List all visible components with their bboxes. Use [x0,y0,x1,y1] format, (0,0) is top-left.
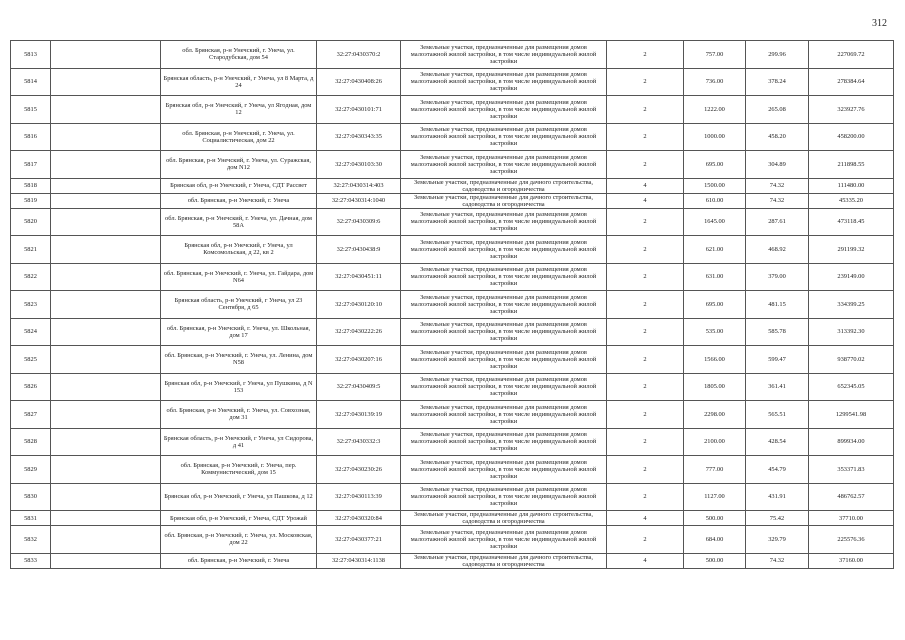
cadastral-number-cell: 32:27:0430230:26 [317,456,401,484]
area-cell: 1000.00 [684,123,746,151]
area-cell: 500.00 [684,553,746,568]
table-row [11,123,894,151]
cadastral-value-cell: 225576.36 [809,526,894,554]
cadastral-number-cell: 32:27:0430120:10 [317,291,401,319]
land-purpose-cell: Земельные участки, предназначенные для дачного строительства, садоводства и огородничества [401,511,607,526]
address-cell: обл. Брянская, р-н Унечский, г. Унеча [161,553,317,568]
group-cell: 4 [607,553,684,568]
address-cell: обл. Брянская, р-н Унечский, г. Унеча, пер. Коммунистический, дом 15 [161,456,317,484]
row-number: 5815 [11,96,51,124]
cadastral-value-cell: 652345.05 [809,373,894,401]
cadastral-value-cell: 313392.30 [809,318,894,346]
table-row [11,526,894,554]
cadastral-value-cell: 37160.00 [809,553,894,568]
table-row [11,68,894,96]
address-cell: обл. Брянская, р-н Унечский, г. Унеча, ул. Совхозная, дом 31 [161,401,317,429]
row-number: 5816 [11,123,51,151]
land-purpose-cell: Земельные участки, предназначенные для размещения домов малоэтажной жилой застройки, в том числе индивидуальной жилой застройки [401,428,607,456]
row-number: 5824 [11,318,51,346]
row-number: 5832 [11,526,51,554]
cadastral-number-cell: 32:27:0430101:71 [317,96,401,124]
land-purpose-cell: Земельные участки, предназначенные для размещения домов малоэтажной жилой застройки, в том числе индивидуальной жилой застройки [401,291,607,319]
cadastral-number-cell: 32:27:0430409:5 [317,373,401,401]
row-number: 5820 [11,208,51,236]
land-purpose-cell: Земельные участки, предназначенные для размещения домов малоэтажной жилой застройки, в том числе индивидуальной жилой застройки [401,236,607,264]
cadastral-value-cell: 353371.83 [809,456,894,484]
land-purpose-cell: Земельные участки, предназначенные для размещения домов малоэтажной жилой застройки, в том числе индивидуальной жилой застройки [401,41,607,69]
row-number: 5826 [11,373,51,401]
empty-cell [51,291,161,319]
land-purpose-cell: Земельные участки, предназначенные для размещения домов малоэтажной жилой застройки, в том числе индивидуальной жилой застройки [401,208,607,236]
cadastral-number-cell: 32:27:0430314:1040 [317,193,401,208]
empty-cell [51,401,161,429]
group-cell: 2 [607,208,684,236]
rate-cell: 585.78 [746,318,809,346]
row-number: 5823 [11,291,51,319]
rate-cell: 74.32 [746,193,809,208]
cadastral-number-cell: 32:27:0430438:9 [317,236,401,264]
empty-cell [51,483,161,511]
cadastral-value-cell: 938770.02 [809,346,894,374]
group-cell: 4 [607,178,684,193]
group-cell: 2 [607,346,684,374]
cadastral-number-cell: 32:27:0430377:21 [317,526,401,554]
group-cell: 2 [607,526,684,554]
group-cell: 2 [607,123,684,151]
address-cell: обл. Брянская, р-н Унечский, г. Унеча, ул. Дачная, дом 58А [161,208,317,236]
area-cell: 621.00 [684,236,746,264]
land-purpose-cell: Земельные участки, предназначенные для размещения домов малоэтажной жилой застройки, в том числе индивидуальной жилой застройки [401,456,607,484]
empty-cell [51,511,161,526]
group-cell: 2 [607,456,684,484]
rate-cell: 378.24 [746,68,809,96]
cadastral-value-cell: 37710.00 [809,511,894,526]
address-cell: Брянская обл, р-н Унечский, г Унеча, ул Ягодная, дом 12 [161,96,317,124]
cadastral-number-cell: 32:27:0430370:2 [317,41,401,69]
rate-cell: 74.32 [746,553,809,568]
group-cell: 2 [607,373,684,401]
land-purpose-cell: Земельные участки, предназначенные для размещения домов малоэтажной жилой застройки, в том числе индивидуальной жилой застройки [401,263,607,291]
table-row [11,553,894,568]
row-number: 5813 [11,41,51,69]
land-purpose-cell: Земельные участки, предназначенные для размещения домов малоэтажной жилой застройки, в том числе индивидуальной жилой застройки [401,401,607,429]
rate-cell: 287.61 [746,208,809,236]
cadastral-number-cell: 32:27:0430207:16 [317,346,401,374]
cadastral-number-cell: 32:27:0430113:39 [317,483,401,511]
cadastral-number-cell: 32:27:0430343:35 [317,123,401,151]
cadastral-number-cell: 32:27:0430139:19 [317,401,401,429]
row-number: 5825 [11,346,51,374]
rate-cell: 265.08 [746,96,809,124]
rate-cell: 431.91 [746,483,809,511]
table-row [11,193,894,208]
rate-cell: 458.20 [746,123,809,151]
group-cell: 4 [607,511,684,526]
row-number: 5818 [11,178,51,193]
cadastral-value-cell: 227069.72 [809,41,894,69]
rate-cell: 75.42 [746,511,809,526]
row-number: 5828 [11,428,51,456]
area-cell: 736.00 [684,68,746,96]
address-cell: Брянская обл, р-н Унечский, г Унеча, ул Пашкова, д 12 [161,483,317,511]
group-cell: 2 [607,428,684,456]
area-cell: 1566.00 [684,346,746,374]
table-row [11,178,894,193]
address-cell: обл. Брянская, р-н Унечский, г. Унеча, ул. Московская, дом 22 [161,526,317,554]
group-cell: 2 [607,263,684,291]
row-number: 5831 [11,511,51,526]
rate-cell: 379.00 [746,263,809,291]
land-purpose-cell: Земельные участки, предназначенные для размещения домов малоэтажной жилой застройки, в том числе индивидуальной жилой застройки [401,346,607,374]
row-number: 5821 [11,236,51,264]
area-cell: 2100.00 [684,428,746,456]
group-cell: 2 [607,236,684,264]
area-cell: 757.00 [684,41,746,69]
area-cell: 1500.00 [684,178,746,193]
address-cell: обл. Брянская, р-н Унечский, г. Унеча, ул. Социалистическая, дом 22 [161,123,317,151]
area-cell: 684.00 [684,526,746,554]
empty-cell [51,263,161,291]
table-body [11,41,894,569]
group-cell: 2 [607,291,684,319]
row-number: 5822 [11,263,51,291]
cadastral-number-cell: 32:27:0430332:3 [317,428,401,456]
rate-cell: 428.54 [746,428,809,456]
empty-cell [51,96,161,124]
group-cell: 2 [607,401,684,429]
empty-cell [51,151,161,179]
cadastral-value-cell: 899934.00 [809,428,894,456]
address-cell: Брянская область, р-н Унечский, г Унеча, ул 8 Марта, д 24 [161,68,317,96]
area-cell: 1645.00 [684,208,746,236]
cadastral-value-cell: 334399.25 [809,291,894,319]
cadastral-value-cell: 111480.00 [809,178,894,193]
area-cell: 695.00 [684,151,746,179]
table-row [11,428,894,456]
page-number: 312 [872,18,887,29]
empty-cell [51,178,161,193]
row-number: 5819 [11,193,51,208]
land-registry-table [10,40,894,569]
empty-cell [51,428,161,456]
table-row [11,291,894,319]
empty-cell [51,346,161,374]
address-cell: обл. Брянская, р-н Унечский, г. Унеча, ул. Гайдара, дом N64 [161,263,317,291]
empty-cell [51,68,161,96]
area-cell: 1222.00 [684,96,746,124]
group-cell: 2 [607,318,684,346]
rate-cell: 599.47 [746,346,809,374]
rate-cell: 299.96 [746,41,809,69]
table-row [11,511,894,526]
cadastral-number-cell: 32:27:0430451:11 [317,263,401,291]
row-number: 5833 [11,553,51,568]
empty-cell [51,373,161,401]
rate-cell: 329.79 [746,526,809,554]
address-cell: Брянская обл, р-н Унечский, г Унеча, ул Пушкина, д N 153 [161,373,317,401]
row-number: 5814 [11,68,51,96]
empty-cell [51,526,161,554]
table-row [11,318,894,346]
area-cell: 1127.00 [684,483,746,511]
cadastral-number-cell: 32:27:0430103:30 [317,151,401,179]
empty-cell [51,208,161,236]
table-row [11,346,894,374]
land-purpose-cell: Земельные участки, предназначенные для размещения домов малоэтажной жилой застройки, в том числе индивидуальной жилой застройки [401,526,607,554]
area-cell: 500.00 [684,511,746,526]
table-row [11,96,894,124]
land-purpose-cell: Земельные участки, предназначенные для размещения домов малоэтажной жилой застройки, в том числе индивидуальной жилой застройки [401,151,607,179]
table-row [11,236,894,264]
address-cell: обл. Брянская, р-н Унечский, г. Унеча, ул. Стародубская, дом 54 [161,41,317,69]
empty-cell [51,553,161,568]
land-purpose-cell: Земельные участки, предназначенные для дачного строительства, садоводства и огородничества [401,178,607,193]
land-purpose-cell: Земельные участки, предназначенные для размещения домов малоэтажной жилой застройки, в том числе индивидуальной жилой застройки [401,483,607,511]
cadastral-value-cell: 323927.76 [809,96,894,124]
table-row [11,151,894,179]
group-cell: 2 [607,41,684,69]
area-cell: 777.00 [684,456,746,484]
cadastral-number-cell: 32:27:0430222:26 [317,318,401,346]
land-purpose-cell: Земельные участки, предназначенные для размещения домов малоэтажной жилой застройки, в том числе индивидуальной жилой застройки [401,318,607,346]
group-cell: 4 [607,193,684,208]
address-cell: Брянская область, р-н Унечский, г Унеча, ул Сидорова, д 41 [161,428,317,456]
area-cell: 2298.00 [684,401,746,429]
rate-cell: 361.41 [746,373,809,401]
group-cell: 2 [607,151,684,179]
table-row [11,41,894,69]
area-cell: 1805.00 [684,373,746,401]
area-cell: 535.00 [684,318,746,346]
row-number: 5827 [11,401,51,429]
table-row [11,483,894,511]
land-purpose-cell: Земельные участки, предназначенные для размещения домов малоэтажной жилой застройки, в том числе индивидуальной жилой застройки [401,68,607,96]
address-cell: обл. Брянская, р-н Унечский, г. Унеча, ул. Суражская, дом N12 [161,151,317,179]
rate-cell: 454.79 [746,456,809,484]
empty-cell [51,456,161,484]
row-number: 5830 [11,483,51,511]
cadastral-number-cell: 32:27:0430408:26 [317,68,401,96]
cadastral-value-cell: 239149.00 [809,263,894,291]
cadastral-number-cell: 32:27:0430314:1138 [317,553,401,568]
group-cell: 2 [607,483,684,511]
empty-cell [51,41,161,69]
land-purpose-cell: Земельные участки, предназначенные для размещения домов малоэтажной жилой застройки, в том числе индивидуальной жилой застройки [401,373,607,401]
cadastral-number-cell: 32:27:0430320:84 [317,511,401,526]
land-purpose-cell: Земельные участки, предназначенные для дачного строительства, садоводства и огородничества [401,553,607,568]
empty-cell [51,318,161,346]
cadastral-value-cell: 486762.57 [809,483,894,511]
cadastral-value-cell: 1299541.98 [809,401,894,429]
area-cell: 695.00 [684,291,746,319]
cadastral-value-cell: 45335.20 [809,193,894,208]
rate-cell: 468.92 [746,236,809,264]
empty-cell [51,236,161,264]
cadastral-number-cell: 32:27:0430314:403 [317,178,401,193]
address-cell: Брянская обл, р-н Унечский, г Унеча, СДТ Рассвет [161,178,317,193]
row-number: 5829 [11,456,51,484]
rate-cell: 304.89 [746,151,809,179]
table-row [11,208,894,236]
address-cell: Брянская область, р-н Унечский, г Унеча, ул 23 Сентября, д 65 [161,291,317,319]
land-purpose-cell: Земельные участки, предназначенные для размещения домов малоэтажной жилой застройки, в том числе индивидуальной жилой застройки [401,123,607,151]
address-cell: обл. Брянская, р-н Унечский, г. Унеча, ул. Школьная, дом 17 [161,318,317,346]
empty-cell [51,193,161,208]
land-purpose-cell: Земельные участки, предназначенные для размещения домов малоэтажной жилой застройки, в том числе индивидуальной жилой застройки [401,96,607,124]
group-cell: 2 [607,96,684,124]
cadastral-value-cell: 473118.45 [809,208,894,236]
empty-cell [51,123,161,151]
land-purpose-cell: Земельные участки, предназначенные для дачного строительства, садоводства и огородничества [401,193,607,208]
table-row [11,456,894,484]
cadastral-value-cell: 458200.00 [809,123,894,151]
address-cell: Брянская обл, р-н Унечский, г Унеча, СДТ Урожай [161,511,317,526]
area-cell: 610.00 [684,193,746,208]
address-cell: обл. Брянская, р-н Унечский, г. Унеча, ул. Ленина, дом N58 [161,346,317,374]
cadastral-number-cell: 32:27:0430309:6 [317,208,401,236]
table-row [11,401,894,429]
table-row [11,373,894,401]
cadastral-value-cell: 211898.55 [809,151,894,179]
row-number: 5817 [11,151,51,179]
cadastral-value-cell: 291199.32 [809,236,894,264]
address-cell: Брянская обл, р-н Унечский, г Унеча, ул Комсомольская, д 22, кв 2 [161,236,317,264]
rate-cell: 481.15 [746,291,809,319]
cadastral-value-cell: 278384.64 [809,68,894,96]
table-row [11,263,894,291]
area-cell: 631.00 [684,263,746,291]
rate-cell: 565.51 [746,401,809,429]
address-cell: обл. Брянская, р-н Унечский, г. Унеча [161,193,317,208]
rate-cell: 74.32 [746,178,809,193]
group-cell: 2 [607,68,684,96]
